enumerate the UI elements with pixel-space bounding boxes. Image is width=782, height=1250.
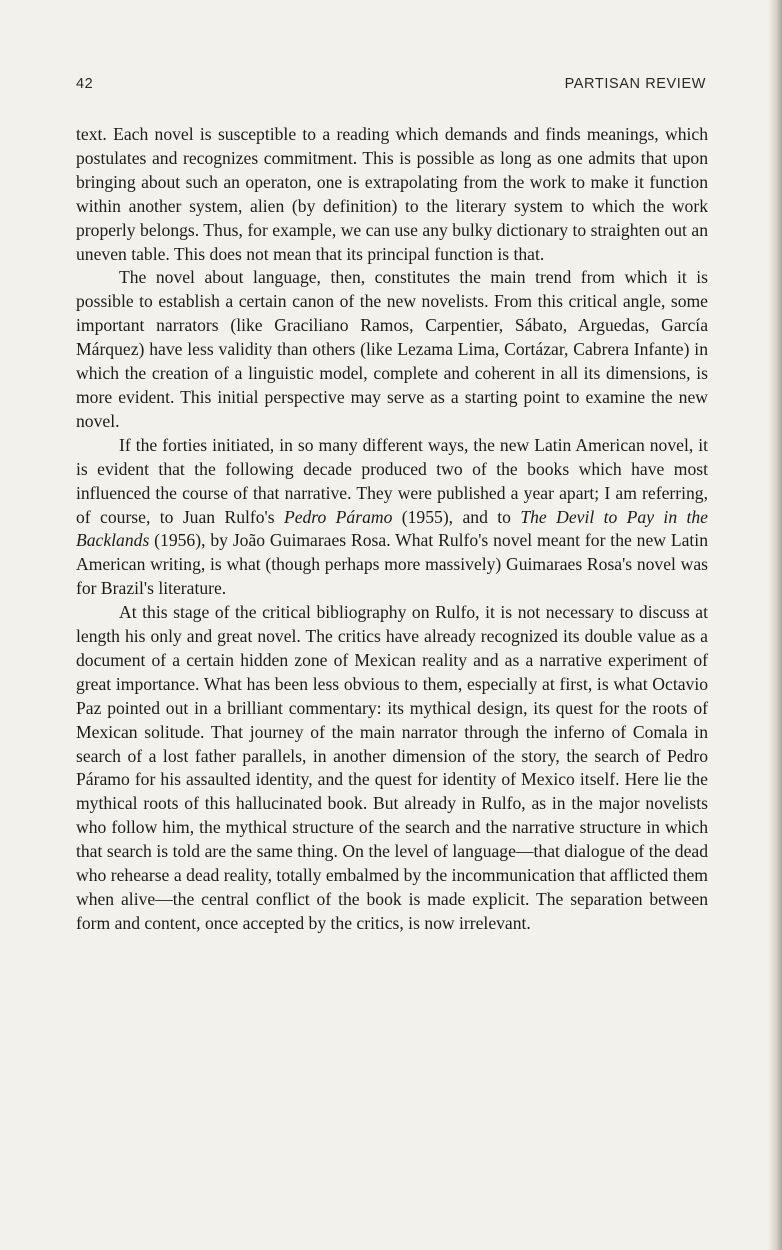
paragraph-1: text. Each novel is susceptible to a reading which demands and finds meanings, which postulates and recognizes commitment. This is possible as long as one admits that upon bringing about such an operaton, one is extrapolating from the work to make it function within another system, alien (by definition) to the literary system to which the work properly belongs. Thus, for example, we can use any bulky dictionary to straighten out an uneven table. This does not mean that its principal function is that. [76,124,708,264]
page-number: 42 [76,76,94,92]
book-title-devil-to-pay: The Devil to Pay in the Backlands [76,506,708,551]
journal-title: PARTISAN REVIEW [564,76,706,92]
paragraph-2: The novel about language, then, constitutes the main trend from which it is possible to establish a certain canon of the new novelists. From this critical angle, some important narrators (like Graciliano Ramos, Carpentier, Sábato, Arguedas, García Márquez) have less validity than others (like Lezama Lima, Cortázar, Cabrera Infante) in which the creation of a linguistic model, complete and coherent in all its dimensions, is more evident. This initial perspective may serve as a starting point to examine the new novel. [76,267,708,431]
running-head [76,76,706,98]
paragraph-3-text-b: (1955), and to [392,506,521,527]
paragraph-4: At this stage of the critical bibliography on Rulfo, it is not necessary to discuss at length his only and great novel. The critics have already recognized its double value as a document of a certain hidden zone of Mexican reality and as a narrative experiment of great importance. What has been less obvious to them, especially at first, is what Octavio Paz pointed out in a brilliant commentary: its mythical design, its quest for the roots of Mexican solitude. That journey of the main narrator through the inferno of Comala in search of a lost father parallels, in another dimension of the story, the search of Pedro Páramo for his assaulted identity, and the quest for identity of Mexico itself. Here lie the mythical roots of this hallucinated book. But already in Rulfo, as in the major novelists who follow him, the mythical structure of the search and the narrative structure in which that search is told are the same thing. On the level of language—that dialogue of the dead who rehearse a dead reality, totally embalmed by the incommunication that afflicted them when alive—the central conflict of the book is made explicit. The separation between form and content, once accepted by the critics, is now irrelevant. [76,602,708,933]
paragraph-3-text-c: (1956), by João Guimaraes Rosa. What Rulfo's novel meant for the new Latin American writing, is what (though perhaps more massively) Guimaraes Rosa's novel was for Brazil's literature. [76,530,708,599]
article-body [76,123,708,936]
page-edge-shadow [768,0,782,1250]
paragraph-3-text-a: If the forties initiated, in so many different ways, the new Latin American novel, it is evident that the following decade produced two of the books which have most influenced the course of that narrative. They were published a year apart; I am referring, of course, to Juan Rulfo's [76,434,708,527]
paragraph-3 [76,434,708,601]
book-title-pedro-paramo: Pedro Páramo [283,506,393,527]
